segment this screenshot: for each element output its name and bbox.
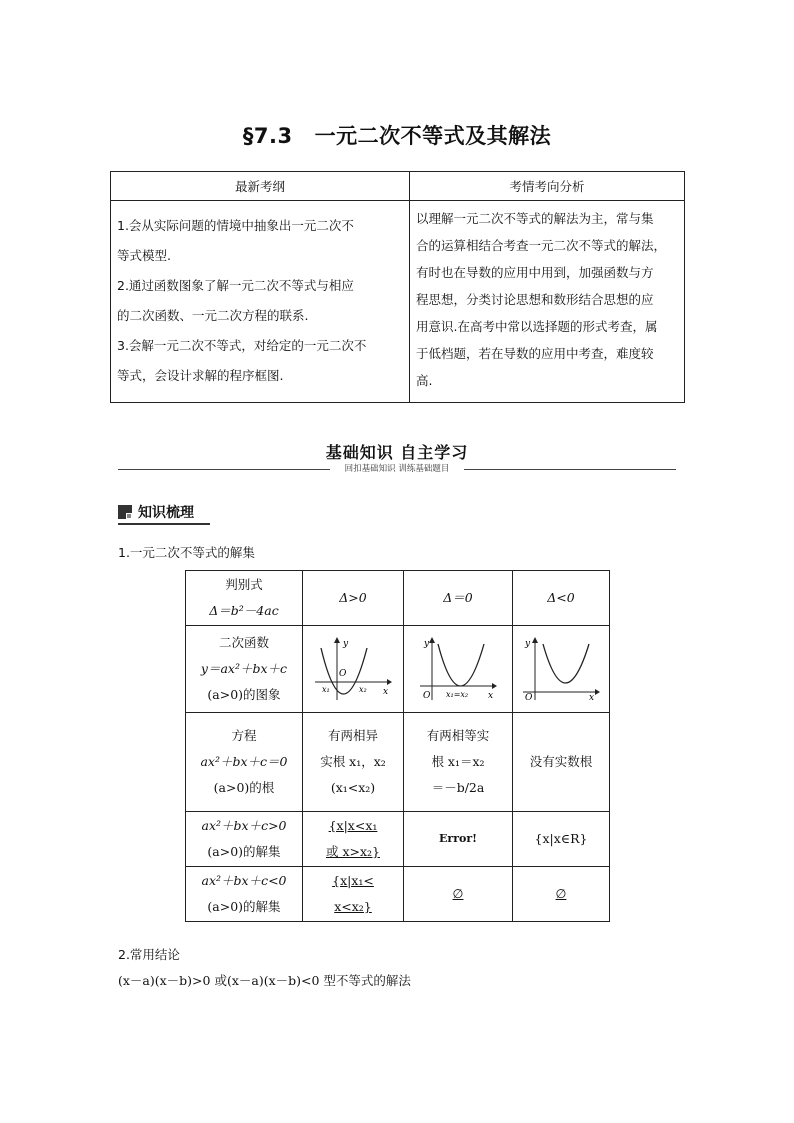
cell-empty-set: ∅	[404, 867, 513, 922]
parabola-graph-one-root	[418, 636, 498, 702]
title-text: 一元二次不等式及其解法	[314, 124, 552, 148]
outline-table	[110, 171, 685, 403]
root-x1-label: x₁	[322, 685, 330, 694]
cell-line: 有两相等实	[426, 728, 490, 743]
y-axis-label: y	[424, 639, 430, 649]
heading-solution-set: 1.一元二次不等式的解集	[118, 545, 255, 560]
page-title	[0, 120, 794, 150]
banner-subtitle: 回扣基础知识 训练基础题目	[330, 462, 464, 474]
table-row	[186, 571, 610, 626]
outline-right-line: 高.	[416, 373, 433, 388]
cell-discriminant	[186, 571, 303, 626]
root-x2-label: x₂	[359, 685, 367, 694]
y-axis-label: y	[525, 639, 531, 649]
x-axis-label: x	[488, 691, 494, 701]
cell-line: x<x₂}	[334, 899, 372, 914]
outline-left-line: 等式，会设计求解的程序框图.	[117, 368, 284, 383]
table-row	[186, 626, 610, 713]
cell-delta-positive: Δ>0	[303, 571, 404, 626]
parabola-graph-two-roots	[313, 636, 393, 702]
outline-right-line: 用意识.在高考中常以选择题的形式考查，属	[416, 319, 658, 334]
cell-all-real: {x|x∈R}	[513, 812, 610, 867]
cell-line: 二次函数	[218, 635, 269, 650]
cell-no-root: 没有实数根	[513, 713, 610, 812]
origin-label: O	[525, 693, 533, 702]
cell-line: 或 x>x₂}	[325, 844, 380, 859]
outline-left-line: 2.通过函数图象了解一元二次不等式与相应	[117, 278, 354, 293]
cell-line: y＝ax²＋bx＋c	[200, 661, 288, 676]
cell-line: Δ＝b²－4ac	[209, 603, 279, 618]
outline-right-line: 于低档题，若在导数的应用中考查，难度较	[416, 346, 654, 361]
knowledge-label: 知识梳理	[138, 505, 194, 521]
heading-common-results: 2.常用结论	[118, 947, 180, 962]
cell-equation	[186, 713, 303, 812]
table-row	[186, 812, 610, 867]
cell-line: 方程	[231, 728, 257, 743]
square-bullet-icon	[118, 505, 132, 519]
outline-right-line: 以理解一元二次不等式的解法为主，常与集	[416, 211, 654, 226]
x-axis-label: x	[589, 693, 595, 702]
outline-right-line: 有时也在导数的应用中用到，加强函数与方	[416, 265, 654, 280]
outline-left-line: 的二次函数、一元二次方程的联系.	[117, 308, 309, 323]
cell-line: ax²＋bx＋c>0	[201, 818, 287, 833]
cell-greater-two-roots	[303, 812, 404, 867]
knowledge-underline	[118, 523, 210, 525]
graph-no-root	[513, 626, 610, 713]
cell-line: (x₁<x₂)	[330, 780, 376, 795]
outline-right-cell	[410, 201, 685, 403]
cell-line: 有两相异	[327, 728, 378, 743]
cell-line: {x|x₁<	[332, 873, 374, 888]
cell-line: ax²＋bx＋c＝0	[200, 754, 288, 769]
cell-line: (a>0)的图象	[207, 687, 281, 702]
y-axis-label: y	[343, 639, 349, 649]
table-row	[186, 713, 610, 812]
parabola-graph-no-root	[521, 636, 601, 702]
outline-left-line: 等式模型.	[117, 248, 171, 263]
cell-empty-set: ∅	[513, 867, 610, 922]
section-banner	[118, 440, 676, 474]
cell-line: (a>0)的解集	[207, 844, 281, 859]
cell-line: {x|x<x₁	[328, 818, 378, 833]
double-root-label: x₁=x₂	[446, 690, 469, 699]
x-axis-label: x	[383, 687, 389, 697]
solution-table	[185, 570, 610, 922]
origin-label: O	[423, 691, 431, 701]
cell-less-set	[186, 867, 303, 922]
cell-line: 根 x₁＝x₂	[431, 754, 485, 769]
cell-line: ax²＋bx＋c<0	[201, 873, 287, 888]
cell-delta-negative: Δ<0	[513, 571, 610, 626]
cell-less-two-roots	[303, 867, 404, 922]
banner-title: 基础知识 自主学习	[325, 443, 469, 462]
graph-two-roots	[303, 626, 404, 713]
cell-line: 判别式	[225, 577, 263, 592]
cell-line: (a>0)的根	[213, 780, 275, 795]
outline-left-line: 1.会从实际问题的情境中抽象出一元二次不	[117, 218, 354, 233]
outline-header-left: 最新考纲	[111, 172, 410, 201]
outline-left-cell	[111, 201, 410, 403]
cell-line: 实根 x₁，x₂	[320, 754, 386, 769]
outline-right-line: 合的运算相结合考查一元二次不等式的解法，	[416, 238, 667, 253]
graph-one-root	[404, 626, 513, 713]
cell-line: (a>0)的解集	[207, 899, 281, 914]
knowledge-heading	[118, 502, 194, 522]
cell-double-root	[404, 713, 513, 812]
outline-right-line: 程思想，分类讨论思想和数形结合思想的应	[416, 292, 654, 307]
cell-two-roots	[303, 713, 404, 812]
origin-label: O	[339, 669, 347, 679]
cell-line: ＝－b/2a	[431, 780, 485, 795]
cell-error: Error!	[404, 812, 513, 867]
paragraph-inequality-type: (x－a)(x－b)>0 或(x－a)(x－b)<0 型不等式的解法	[118, 973, 411, 988]
cell-function	[186, 626, 303, 713]
section-number: §7.3	[242, 124, 293, 148]
cell-delta-zero: Δ＝0	[404, 571, 513, 626]
cell-greater-set	[186, 812, 303, 867]
outline-left-line: 3.会解一元二次不等式，对给定的一元二次不	[117, 338, 367, 353]
outline-header-right: 考情考向分析	[410, 172, 685, 201]
table-row	[186, 867, 610, 922]
